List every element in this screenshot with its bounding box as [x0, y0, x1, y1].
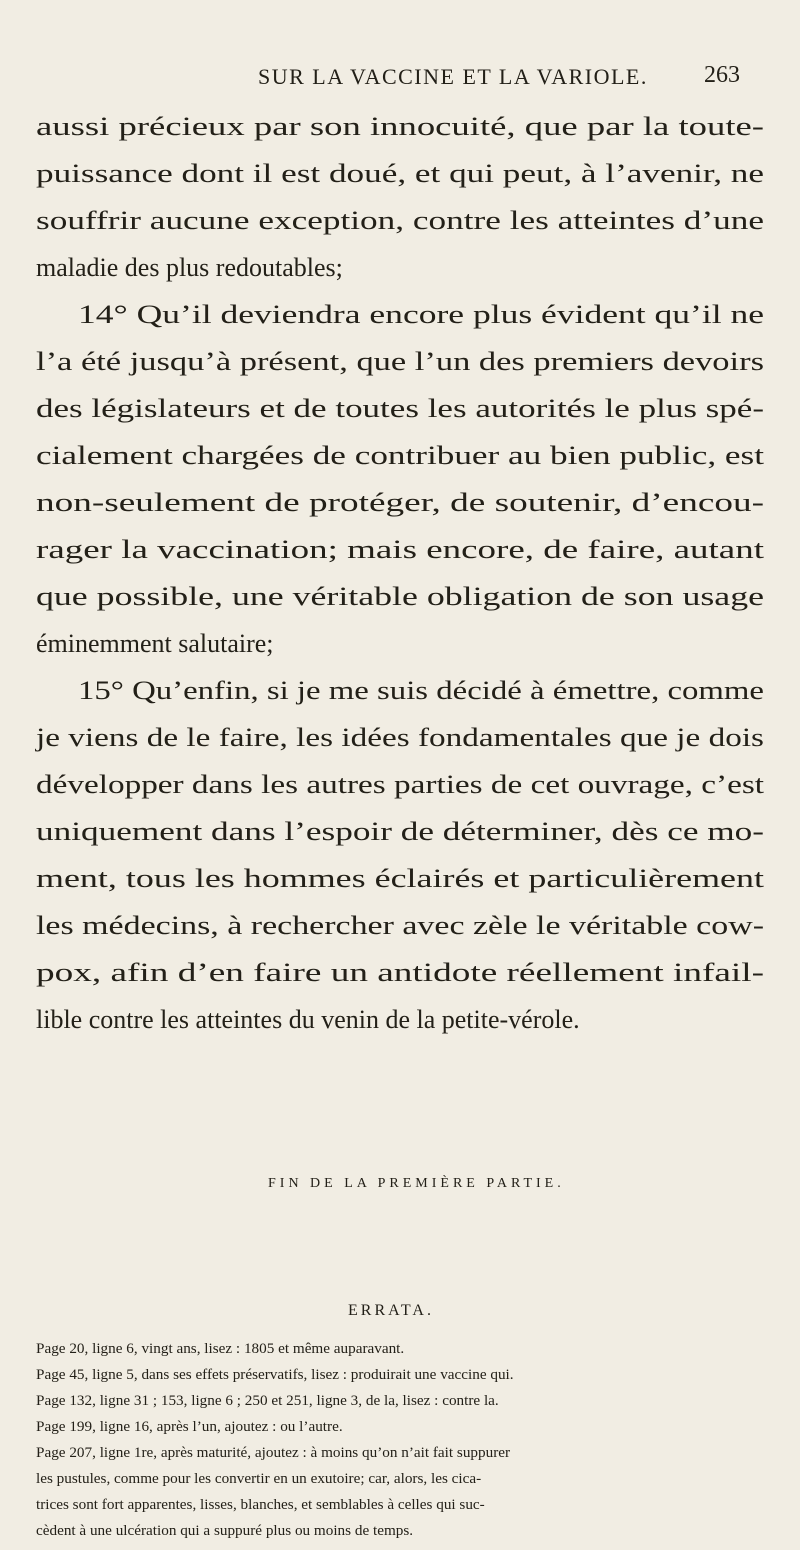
text-line: cialement chargées de contribuer au bien public, est [36, 441, 764, 470]
errata-line: Page 207, ligne 1re, après maturité, ajoutez : à moins qu’on n’ait fait suppurer [36, 1444, 511, 1461]
errata-line: cèdent à une ulcération qui a suppuré plus ou moins de temps. [36, 1522, 414, 1539]
text-line: 15° Qu’enfin, si je me suis décidé à émettre, comme [78, 676, 764, 705]
text-line: lible contre les atteintes du venin de la petite-vérole. [36, 1005, 580, 1034]
text-line: uniquement dans l’espoir de déterminer, dès ce mo- [36, 817, 764, 846]
text-line: je viens de le faire, les idées fondamentales que je dois [36, 723, 764, 752]
text-line: que possible, une véritable obligation de son usage [36, 582, 764, 611]
text-line: les médecins, à rechercher avec zèle le véritable cow- [36, 911, 764, 940]
errata-line: les pustules, comme pour les convertir en un exutoire; car, alors, les cica- [36, 1470, 482, 1487]
text-line: maladie des plus redoutables; [36, 253, 343, 282]
text-line: 14° Qu’il deviendra encore plus évident qu’il ne [78, 300, 764, 329]
text-line: puissance dont il est doué, et qui peut, à l’avenir, ne [36, 159, 764, 188]
text-line: aussi précieux par son innocuité, que par la toute- [36, 112, 764, 141]
text-line: pox, afin d’en faire un antidote réellement infail- [36, 958, 764, 987]
errata-title: ERRATA. [348, 1302, 434, 1319]
text-line: développer dans les autres parties de cet ouvrage, c’est [36, 770, 764, 799]
errata-line: Page 199, ligne 16, après l’un, ajoutez : ou l’autre. [36, 1418, 343, 1435]
running-head: SUR LA VACCINE ET LA VARIOLE. [258, 64, 648, 89]
text-line: non-seulement de protéger, de soutenir, d’encou- [36, 488, 764, 517]
errata-line: Page 45, ligne 5, dans ses effets préservatifs, lisez : produirait une vaccine qui. [36, 1366, 514, 1383]
text-line: rager la vaccination; mais encore, de faire, autant [36, 535, 764, 564]
errata-line: trices sont fort apparentes, lisses, blanches, et semblables à celles qui suc- [36, 1496, 485, 1513]
text-line: éminemment salutaire; [36, 629, 274, 658]
text-line: l’a été jusqu’à présent, que l’un des premiers devoirs [36, 347, 764, 376]
end-of-part-mark: FIN DE LA PREMIÈRE PARTIE. [268, 1176, 565, 1191]
text-line: des législateurs et de toutes les autorités le plus spé- [36, 394, 764, 423]
text-line: ment, tous les hommes éclairés et particulièrement [36, 864, 764, 893]
errata-line: Page 20, ligne 6, vingt ans, lisez : 1805 et même auparavant. [36, 1340, 405, 1357]
errata-line: Page 132, ligne 31 ; 153, ligne 6 ; 250 et 251, ligne 3, de la, lisez : contre la. [36, 1392, 499, 1409]
page-number: 263 [704, 62, 740, 88]
text-line: souffrir aucune exception, contre les atteintes d’une [36, 206, 764, 235]
